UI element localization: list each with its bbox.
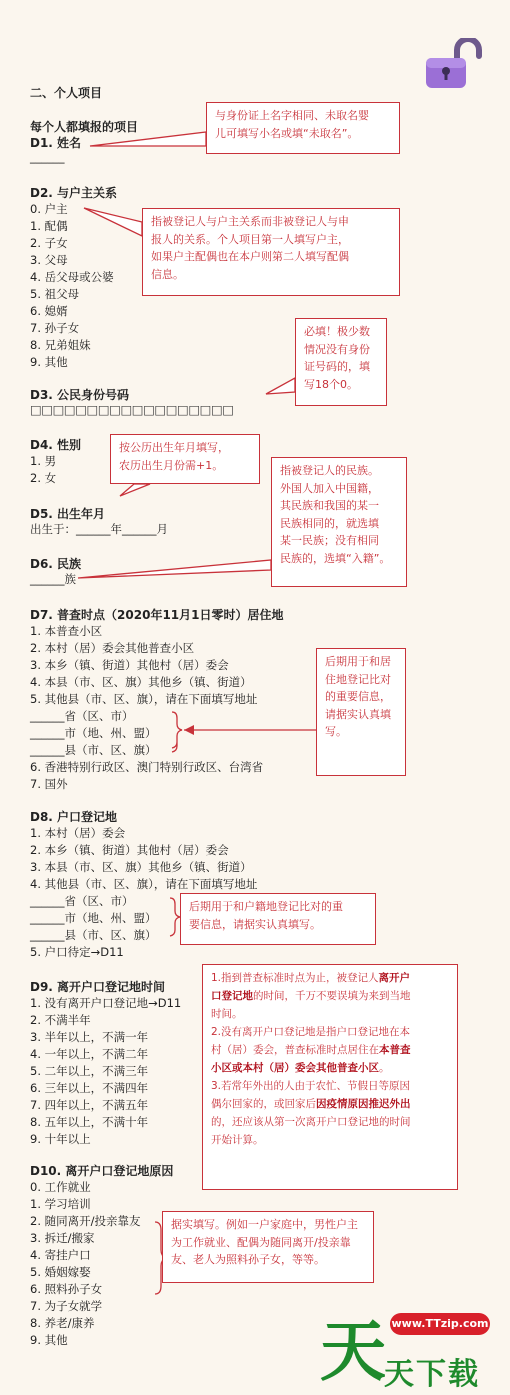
list-item: 7. 国外 bbox=[30, 777, 68, 791]
list-item: 5. 婚姻嫁娶 bbox=[30, 1265, 91, 1279]
list-item: 9. 其他 bbox=[30, 1333, 68, 1347]
d3-id-boxes: □□□□□□□□□□□□□□□□□□ bbox=[30, 402, 234, 417]
d9-options bbox=[30, 995, 181, 1148]
d9-label: D9. 离开户口登记地时间 bbox=[30, 980, 166, 994]
callout-residence: 后期用于和居 住地登记比对 的重要信息， 请据实认真填 写。 bbox=[316, 648, 406, 776]
callout-relation: 指被登记人与户主关系而非被登记人与申 报人的关系。个人项目第一人填写户主， 如果户主配偶也在本户则第二人填写配偶 信息。 bbox=[142, 208, 400, 296]
callout-ethnic: 指被登记人的民族。 外国人加入中国籍， 其民族和我国的某一 民族相同的，就选填 某一民族；没有相同 民族的，选填“入籍”。 bbox=[271, 457, 407, 587]
list-item: 2. 女 bbox=[30, 471, 57, 485]
list-item: 2. 本村（居）委会其他普查小区 bbox=[30, 641, 195, 655]
callout-name: 与身份证上名字相同、未取名婴 儿可填写小名或填“未取名”。 bbox=[206, 102, 400, 154]
list-item: ______县（市、区、旗） bbox=[30, 743, 157, 757]
site-watermark-logo bbox=[320, 1305, 510, 1395]
d2-options bbox=[30, 201, 114, 371]
list-item: 4. 岳父母或公婆 bbox=[30, 270, 114, 284]
list-item: 1. 没有离开户口登记地→D11 bbox=[30, 996, 182, 1010]
list-item: 8. 养老/康养 bbox=[30, 1316, 95, 1330]
d10-label: D10. 离开户口登记地原因 bbox=[30, 1164, 174, 1178]
list-item: ______市（地、州、盟） bbox=[30, 726, 157, 740]
list-item: 5. 户口待定→D11 bbox=[30, 945, 124, 959]
d5-label: D5. 出生年月 bbox=[30, 507, 106, 521]
list-item: 3. 半年以上，不满一年 bbox=[30, 1030, 149, 1044]
list-item: ______省（区、市） bbox=[30, 894, 134, 908]
list-item: 2. 子女 bbox=[30, 236, 68, 250]
list-item: 3. 父母 bbox=[30, 253, 68, 267]
callout-birth: 按公历出生年月填写， 农历出生月份需+1。 bbox=[110, 434, 260, 484]
d5-birth-text: 出生于：______年______月 bbox=[30, 522, 168, 536]
callout-leave-time: 1.指到普查标准时点为止，被登记人离开户 口登记地的时间，千万不要误填为来到当地 时间。 2.没有离开户口登记地是指户口登记地在本 村（居）委会，普查标准时点居住在本普查 小区或本村（居）委会其他普查小区。 3.若常年外出的人由于农忙、节假日等原因 偶尔回家的，或回家后因疫情原因推迟外出 的，还应该从第一次离开户口登记地的时间 开始计算。 bbox=[202, 964, 458, 1190]
watermark-big-char: 天 bbox=[320, 1313, 386, 1390]
d6-label: D6. 民族 bbox=[30, 557, 82, 571]
list-item: 3. 本县（市、区、旗）其他乡（镇、街道） bbox=[30, 860, 252, 874]
list-item: 1. 本普查小区 bbox=[30, 624, 103, 638]
list-item: 5. 祖父母 bbox=[30, 287, 80, 301]
list-item: 2. 本乡（镇、街道）其他村（居）委会 bbox=[30, 843, 229, 857]
list-item: 3. 拆迁/搬家 bbox=[30, 1231, 95, 1245]
d4-label: D4. 性别 bbox=[30, 438, 82, 452]
callout-leave-reason: 据实填写。例如一户家庭中，男性户主 为工作就业、配偶为随同离开/投亲靠 友、老人为照料孙子女，等等。 bbox=[162, 1211, 374, 1283]
list-item: 6. 媳婿 bbox=[30, 304, 68, 318]
list-item: 4. 本县（市、区、旗）其他乡（镇、街道） bbox=[30, 675, 252, 689]
d2-label: D2. 与户主关系 bbox=[30, 186, 118, 200]
list-item: 4. 一年以上，不满二年 bbox=[30, 1047, 149, 1061]
sub-title: 每个人都填报的项目 bbox=[30, 120, 139, 134]
list-item: 5. 二年以上，不满三年 bbox=[30, 1064, 149, 1078]
list-item: 2. 随同离开/投亲靠友 bbox=[30, 1214, 141, 1228]
list-item: 1. 男 bbox=[30, 454, 57, 468]
list-item: 8. 五年以上，不满十年 bbox=[30, 1115, 149, 1129]
list-item: 5. 其他县（市、区、旗），请在下面填写地址 bbox=[30, 692, 258, 706]
callout-idnum: 必填！极少数 情况没有身份 证号码的，填 写18个0。 bbox=[295, 318, 387, 406]
list-item: 1. 配偶 bbox=[30, 219, 68, 233]
d1-label: D1. 姓名 bbox=[30, 136, 82, 150]
list-item: 6. 香港特别行政区、澳门特别行政区、台湾省 bbox=[30, 760, 264, 774]
d4-options bbox=[30, 453, 56, 487]
list-item: ______市（地、州、盟） bbox=[30, 911, 157, 925]
list-item: 7. 为子女就学 bbox=[30, 1299, 103, 1313]
section-title: 二、个人项目 bbox=[30, 86, 103, 100]
list-item: 1. 学习培训 bbox=[30, 1197, 91, 1211]
watermark-brand-text: 天下载 bbox=[384, 1357, 480, 1392]
d7-options bbox=[30, 623, 263, 793]
list-item: 0. 工作就业 bbox=[30, 1180, 91, 1194]
list-item: 9. 十年以上 bbox=[30, 1132, 91, 1146]
list-item: 3. 本乡（镇、街道）其他村（居）委会 bbox=[30, 658, 229, 672]
d10-options bbox=[30, 1179, 141, 1349]
d3-label: D3. 公民身份号码 bbox=[30, 388, 130, 402]
list-item: 6. 照料孙子女 bbox=[30, 1282, 103, 1296]
d1-blank: ______ bbox=[30, 150, 65, 164]
list-item: ______省（区、市） bbox=[30, 709, 134, 723]
list-item: 4. 寄挂户口 bbox=[30, 1248, 91, 1262]
list-item: 8. 兄弟姐妹 bbox=[30, 338, 91, 352]
list-item: 9. 其他 bbox=[30, 355, 68, 369]
list-item: 6. 三年以上，不满四年 bbox=[30, 1081, 149, 1095]
list-item: ______县（市、区、旗） bbox=[30, 928, 157, 942]
watermark-url: www.TTzip.com bbox=[390, 1313, 490, 1335]
d6-ethnic-text: ______族 bbox=[30, 572, 76, 586]
d7-label: D7. 普查时点（2020年11月1日零时）居住地 bbox=[30, 608, 284, 622]
list-item: 7. 孙子女 bbox=[30, 321, 80, 335]
callout-hukou: 后期用于和户籍地登记比对的重 要信息，请据实认真填写。 bbox=[180, 893, 376, 945]
list-item: 1. 本村（居）委会 bbox=[30, 826, 126, 840]
list-item: 2. 不满半年 bbox=[30, 1013, 91, 1027]
list-item: 7. 四年以上，不满五年 bbox=[30, 1098, 149, 1112]
list-item: 0. 户主 bbox=[30, 202, 68, 216]
list-item: 4. 其他县（市、区、旗），请在下面填写地址 bbox=[30, 877, 258, 891]
d8-label: D8. 户口登记地 bbox=[30, 810, 118, 824]
